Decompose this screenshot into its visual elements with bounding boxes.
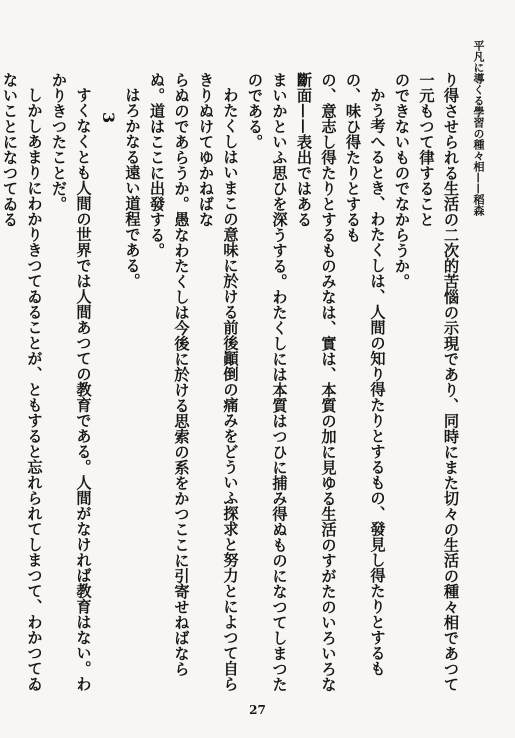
text-line: わたくしはいまこの意味に於ける前後顚倒の痛みをどういふ探求と努力とによつて自らきりぬけてゆかねばな — [197, 72, 240, 692]
text-line: の、意志し得たりとするものみなは、實は、本質の加に見ゆる生活のすがたのいろいろな斷面——表出ではある — [295, 72, 338, 692]
text-line: しかしあまりにわかりきつてゐることが、ともすると忘れられてしまつて、わかつてゐないことになつてゐる — [1, 72, 44, 692]
text-line: すくなくとも人間の世界では人間あつての教育である。人間がなければ教育はない。わかりきつたことだ。 — [50, 72, 93, 692]
text-line: り得させられる生活の二次的苦惱の示現であり、同時にまた切々の生活の種々相であつて一元もつて律すること — [417, 72, 460, 692]
text-line: らぬのであらうか。愚なわたくしは今後に於ける思索の系をかつここに引寄せねばならぬ。道はここに出發する。 — [148, 72, 191, 677]
page-number: 27 — [249, 703, 266, 717]
body-text — [0, 72, 463, 702]
text-line: かう考へるとき、わたくしは、人間の知り得たりとするもの、發見し得たりとするもの、味ひ得たりとするも — [344, 72, 387, 677]
running-header: 平凡に導くる學習の種々相——稻森 — [472, 40, 485, 216]
text-line: はろかなる遠い道程である。 — [123, 87, 142, 289]
text-line: のできないものでなからうか。 — [393, 72, 411, 289]
text-line: まいかといふ思ひを深うする。わたくしには本質はつひに捕み得ぬものになつてしまつたのである。 — [246, 72, 289, 692]
section-number: 3 — [99, 112, 118, 124]
